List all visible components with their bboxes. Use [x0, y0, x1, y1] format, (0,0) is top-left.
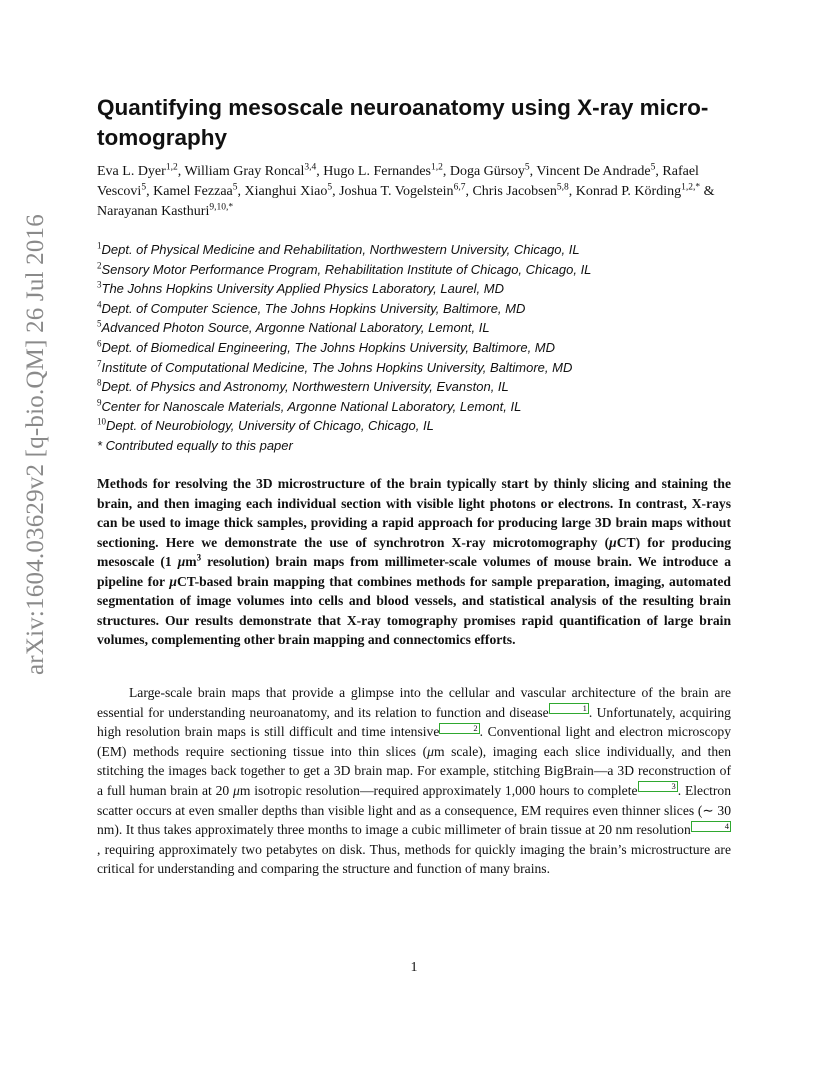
affiliation-number: 5 [97, 319, 102, 330]
author-affiliation-marker: 1,2 [165, 162, 178, 173]
author-name: Kamel Fezzaa [153, 184, 233, 199]
affiliation-text: Advanced Photon Source, Argonne National Laboratory, Lemont, IL [101, 320, 490, 336]
body-text-4: . Electron scatter occurs at even smaller depths than visible light and as a consequence, EM requires even thinner slices (∼ 30 nm). It thus takes approximately three months to image a cubic millimeter of brain tissue at 20 nm resolution [97, 782, 732, 838]
author-affiliation-marker: 6,7 [453, 182, 466, 193]
abstract-mu-3: μ [169, 573, 177, 589]
body-text-5: , requiring approximately two petabytes on disk. Thus, methods for quickly imaging the brain’s microstructure are critical for understanding and comparing the structure and function of many brains. [97, 841, 731, 877]
author-name: Hugo L. Fernandes [323, 164, 431, 179]
affiliation-item [97, 416, 747, 436]
author-separator: , [529, 164, 537, 179]
affiliation-number: 6 [97, 338, 102, 349]
affiliation-list [97, 240, 747, 456]
affiliation-number: 7 [97, 358, 102, 369]
affiliation-text: Sensory Motor Performance Program, Rehabilitation Institute of Chicago, Chicago, IL [101, 261, 592, 277]
abstract-text-5: CT-based brain mapping that combines methods for sample preparation, imaging, automated segmentation of image volumes into cells and blood vessels, and statistical analysis of the resulting brain structures. Our results demonstrate that X-ray tomography promises rapid quantification of large brain volumes, complementing other brain mapping and connectomics efforts. [97, 573, 731, 647]
author-separator: , [316, 164, 324, 179]
affiliation-text: Institute of Computational Medicine, The Johns Hopkins University, Baltimore, MD [101, 359, 573, 375]
author-name: Doga Gürsoy [449, 164, 525, 179]
body-paragraph [97, 683, 731, 879]
author-list [97, 162, 747, 222]
author-name: Rafael Vescovi [97, 164, 699, 199]
author-affiliation-marker: 3,4 [304, 162, 317, 173]
body-text-3c: m isotropic resolution—required approximately 1,000 hours to complete [239, 782, 638, 798]
page-number: 1 [410, 960, 418, 975]
author-separator: , [568, 184, 576, 199]
paper-title: Quantifying mesoscale neuroanatomy using X-ray micro-tomography [97, 95, 709, 150]
affiliation-text: Dept. of Biomedical Engineering, The Johns Hopkins University, Baltimore, MD [101, 339, 556, 355]
affiliation-text: Dept. of Physics and Astronomy, Northwestern University, Evanston, IL [101, 379, 509, 395]
abstract-text-2: CT) for producing mesoscale (1 [97, 534, 731, 569]
author-affiliation-marker: 9,10,* [209, 202, 234, 213]
citation-link-2[interactable]: 2 [439, 723, 479, 734]
affiliation-number: 4 [97, 299, 102, 310]
abstract [97, 474, 731, 650]
affiliation-text: Dept. of Neurobiology, University of Chicago, Chicago, IL [106, 418, 434, 434]
author-name: Chris Jacobsen [472, 184, 557, 199]
affiliation-item [97, 260, 747, 280]
body-text [97, 683, 731, 879]
affiliation-text: * Contributed equally to this paper [97, 437, 293, 453]
affiliation-text: Dept. of Computer Science, The Johns Hopkins University, Baltimore, MD [101, 300, 526, 316]
affiliation-item [97, 299, 747, 319]
affiliation-item [97, 240, 747, 260]
affiliation-number: 10 [97, 417, 106, 428]
author-name: William Gray Roncal [184, 164, 305, 179]
author-affiliation-marker: 5,8 [556, 182, 569, 193]
author-separator: , [146, 184, 154, 199]
author-affiliation-marker: 5 [141, 182, 147, 193]
author-separator: & [700, 184, 715, 199]
affiliation-number: 3 [97, 279, 102, 290]
affiliation-text: The Johns Hopkins University Applied Physics Laboratory, Laurel, MD [101, 281, 504, 297]
affiliation-text: Dept. of Physical Medicine and Rehabilitation, Northwestern University, Chicago, IL [101, 242, 580, 257]
body-mu-2: μ [233, 782, 240, 798]
body-text-3: . Conventional light and electron microscopy (EM) methods require sectioning tissue into thin slices ( [97, 724, 732, 759]
citation-link-1[interactable]: 1 [549, 703, 589, 714]
affiliation-item [97, 436, 747, 456]
author-affiliation-marker: 1,2,* [681, 182, 701, 193]
affiliation-item [97, 318, 747, 338]
author-name: Konrad P. Körding [575, 184, 682, 199]
author-affiliation-marker: 5 [524, 162, 530, 173]
body-text-3b: m scale), imaging each slice individually, and then stitching the images back together to get a 3D brain map. For example, stitching BigBrain—a 3D reconstruction of a full human brain at 20 [97, 743, 732, 798]
citation-link-4[interactable]: 4 [691, 821, 731, 832]
author-affiliation-marker: 5 [327, 182, 333, 193]
citation-link-3[interactable]: 3 [638, 781, 678, 792]
abstract-mu-1: μ [609, 534, 617, 550]
author-name: Narayanan Kasthuri [97, 204, 210, 219]
author-name: Vincent De Andrade [536, 164, 651, 179]
author-name: Eva L. Dyer [97, 164, 166, 179]
affiliation-number: 9 [97, 397, 102, 408]
affiliation-number: 2 [97, 260, 102, 271]
affiliation-item [97, 279, 747, 299]
abstract-cube: 3 [196, 552, 202, 563]
body-text-2: . Unfortunately, acquiring high resolution brain maps is still difficult and time intensive [97, 704, 731, 740]
author-affiliation-marker: 1,2 [430, 162, 443, 173]
author-separator: , [177, 164, 185, 179]
author-separator: , [237, 184, 245, 199]
author-separator: , [465, 184, 473, 199]
author-name: Xianghui Xiao [244, 184, 328, 199]
author-separator: , [332, 184, 340, 199]
author-affiliation-marker: 5 [650, 162, 656, 173]
author-separator: , [655, 164, 663, 179]
author-separator: , [442, 164, 450, 179]
body-text-1: Large-scale brain maps that provide a glimpse into the cellular and vascular architecture of the brain are essential for understanding neuroanatomy, and its relation to function and disease [97, 685, 731, 720]
body-mu-1: μ [427, 743, 434, 759]
affiliation-item [97, 338, 747, 358]
abstract-text-3: m [185, 554, 197, 569]
abstract-text-4: resolution) brain maps from millimeter-scale volumes of mouse brain. We introduce a pipeline for [97, 554, 731, 589]
affiliation-number: 8 [97, 377, 102, 388]
affiliation-item [97, 358, 747, 378]
abstract-mu-2: μ [177, 554, 186, 569]
affiliation-number: 1 [97, 240, 102, 251]
author-affiliation-marker: 5 [232, 182, 238, 193]
abstract-text-1: Methods for resolving the 3D microstructure of the brain typically start by thinly slicing and staining the brain, and then imaging each individual section with visible light photons or electrons. In contrast, X-rays can be used to image thick samples, providing a rapid approach for producing large 3D brain maps without sectioning. Here we demonstrate the use of synchrotron X-ray microtomography ( [97, 476, 731, 550]
affiliation-item [97, 397, 747, 417]
affiliation-item [97, 377, 747, 397]
affiliation-text: Center for Nanoscale Materials, Argonne National Laboratory, Lemont, IL [101, 398, 522, 414]
author-name: Joshua T. Vogelstein [339, 184, 454, 199]
arxiv-identifier-stamp: arXiv:1604.03629v2 [q-bio.QM] 26 Jul 2016 [22, 214, 49, 675]
